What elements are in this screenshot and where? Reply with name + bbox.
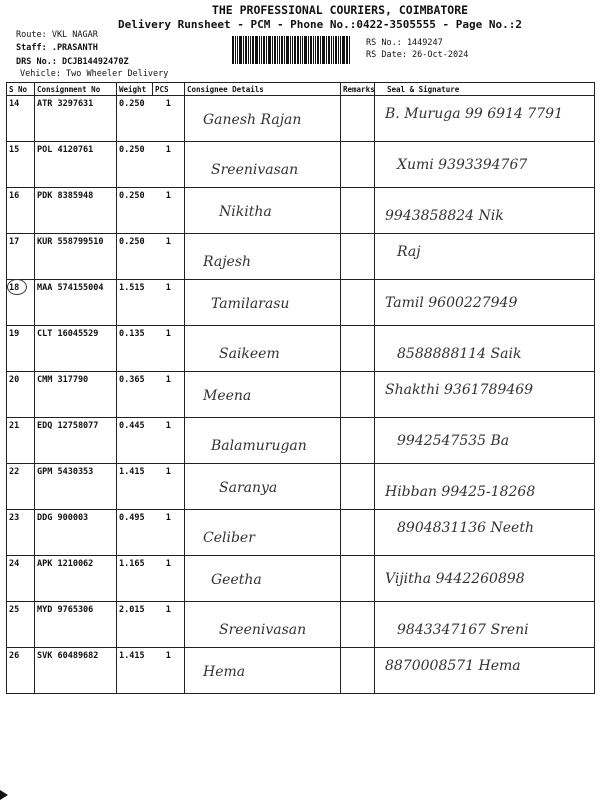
row-sno: 21: [7, 418, 35, 464]
row-sno: 22: [7, 464, 35, 510]
company-title: THE PROFESSIONAL COURIERS, COIMBATORE: [211, 3, 469, 17]
row-consignment: ATR 3297631: [35, 96, 117, 142]
signature-handwriting: Vijitha 9442260898: [385, 571, 525, 587]
barcode: [232, 36, 358, 64]
row-remarks: [341, 188, 375, 234]
runsheet-subtitle: Delivery Runsheet - PCM - Phone No.:0422-3505555 - Page No.:2: [118, 18, 522, 31]
row-consignment: SVK 60489682: [35, 648, 117, 694]
table-row: [7, 464, 595, 510]
row-consignment: APK 1210062: [35, 556, 117, 602]
signature-handwriting: Hibban 99425-18268: [385, 484, 536, 500]
signature-handwriting: 9843347167 Sreni: [397, 622, 529, 638]
row-weight: 1.515: [117, 280, 153, 326]
row-weight: 0.250: [117, 234, 153, 280]
table-row: [7, 510, 595, 556]
row-sno: 14: [7, 96, 35, 142]
signature-handwriting: 9943858824 Nik: [385, 208, 504, 224]
col-consignee: Consignee Details: [185, 83, 341, 96]
row-signature: [375, 326, 595, 372]
consignee-handwriting: Ganesh Rajan: [203, 112, 302, 128]
row-signature: [375, 648, 595, 694]
corner-arrow-icon: [0, 790, 8, 800]
table-header-row: [7, 83, 595, 96]
row-signature: [375, 372, 595, 418]
row-pcs: 1: [153, 142, 185, 188]
col-remarks: Remarks: [341, 83, 375, 96]
row-remarks: [341, 142, 375, 188]
row-consignee: [185, 556, 341, 602]
row-remarks: [341, 510, 375, 556]
row-consignment: EDQ 12758077: [35, 418, 117, 464]
signature-handwriting: B. Muruga 99 6914 7791: [385, 106, 563, 122]
row-weight: 0.250: [117, 96, 153, 142]
row-sno: 20: [7, 372, 35, 418]
row-consignment: DDG 900003: [35, 510, 117, 556]
row-consignee: [185, 648, 341, 694]
table-row: [7, 234, 595, 280]
signature-handwriting: Tamil 9600227949: [385, 295, 518, 311]
sno-circle-mark: [7, 279, 27, 295]
row-weight: 0.445: [117, 418, 153, 464]
consignee-handwriting: Nikitha: [219, 204, 272, 220]
row-weight: 1.415: [117, 648, 153, 694]
row-consignee: [185, 510, 341, 556]
rs-number: RS No.: 1449247: [366, 38, 443, 48]
row-remarks: [341, 602, 375, 648]
row-consignment: PDK 8385948: [35, 188, 117, 234]
row-consignee: [185, 234, 341, 280]
row-pcs: 1: [153, 556, 185, 602]
row-consignment: MYD 9765306: [35, 602, 117, 648]
row-weight: 1.415: [117, 464, 153, 510]
row-pcs: 1: [153, 280, 185, 326]
table-row: [7, 372, 595, 418]
row-pcs: 1: [153, 510, 185, 556]
row-consignment: GPM 5430353: [35, 464, 117, 510]
consignee-handwriting: Tamilarasu: [211, 296, 290, 312]
signature-handwriting: Xumi 9393394767: [397, 157, 528, 173]
row-consignment: KUR 558799510: [35, 234, 117, 280]
signature-handwriting: 8588888114 Saik: [397, 346, 522, 362]
row-pcs: 1: [153, 648, 185, 694]
row-signature: [375, 96, 595, 142]
row-signature: [375, 464, 595, 510]
table-row: [7, 326, 595, 372]
col-signature: Seal & Signature: [375, 83, 595, 96]
row-sno: 26: [7, 648, 35, 694]
row-consignment: CLT 16045529: [35, 326, 117, 372]
table-row: [7, 188, 595, 234]
staff-label: Staff: .PRASANTH: [16, 43, 98, 53]
consignee-handwriting: Rajesh: [203, 254, 252, 270]
row-sno: 16: [7, 188, 35, 234]
consignee-handwriting: Sreenivasan: [211, 162, 299, 178]
row-signature: [375, 556, 595, 602]
col-pcs: PCS: [153, 83, 185, 96]
table-row: [7, 280, 595, 326]
signature-handwriting: Raj: [397, 244, 421, 260]
row-consignee: [185, 188, 341, 234]
row-weight: 0.250: [117, 188, 153, 234]
row-signature: [375, 510, 595, 556]
row-remarks: [341, 464, 375, 510]
row-sno: 18: [7, 280, 35, 326]
row-pcs: 1: [153, 602, 185, 648]
row-pcs: 1: [153, 326, 185, 372]
row-weight: 1.165: [117, 556, 153, 602]
signature-handwriting: 8904831136 Neeth: [397, 520, 534, 536]
runsheet-table: [6, 82, 595, 694]
row-consignee: [185, 96, 341, 142]
row-signature: [375, 234, 595, 280]
row-remarks: [341, 372, 375, 418]
route-label: Route: VKL NAGAR: [16, 30, 98, 40]
row-pcs: 1: [153, 372, 185, 418]
row-sno: 25: [7, 602, 35, 648]
row-sno: 19: [7, 326, 35, 372]
table-row: [7, 142, 595, 188]
row-pcs: 1: [153, 418, 185, 464]
row-weight: 0.365: [117, 372, 153, 418]
row-weight: 0.250: [117, 142, 153, 188]
table-row: [7, 602, 595, 648]
row-consignee: [185, 602, 341, 648]
row-consignment: MAA 574155004: [35, 280, 117, 326]
row-consignee: [185, 142, 341, 188]
row-consignee: [185, 372, 341, 418]
row-pcs: 1: [153, 234, 185, 280]
row-remarks: [341, 648, 375, 694]
col-weight: Weight: [117, 83, 153, 96]
row-consignee: [185, 418, 341, 464]
row-consignment: POL 4120761: [35, 142, 117, 188]
row-remarks: [341, 418, 375, 464]
consignee-handwriting: Balamurugan: [211, 438, 307, 454]
signature-handwriting: Shakthi 9361789469: [385, 382, 534, 398]
vehicle-label: Vehicle: Two Wheeler Delivery: [20, 69, 169, 79]
row-sno: 23: [7, 510, 35, 556]
drs-number: DRS No.: DCJB14492470Z: [16, 57, 129, 67]
consignee-handwriting: Hema: [203, 664, 246, 680]
row-weight: 2.015: [117, 602, 153, 648]
table-row: [7, 648, 595, 694]
row-signature: [375, 418, 595, 464]
row-remarks: [341, 234, 375, 280]
row-pcs: 1: [153, 96, 185, 142]
row-consignment: CMM 317790: [35, 372, 117, 418]
consignee-handwriting: Sreenivasan: [219, 622, 307, 638]
row-remarks: [341, 326, 375, 372]
table-row: [7, 96, 595, 142]
row-remarks: [341, 96, 375, 142]
row-consignee: [185, 464, 341, 510]
row-sno: 17: [7, 234, 35, 280]
row-signature: [375, 188, 595, 234]
row-sno: 15: [7, 142, 35, 188]
signature-handwriting: 9942547535 Ba: [397, 433, 510, 449]
row-pcs: 1: [153, 188, 185, 234]
table-row: [7, 556, 595, 602]
row-consignee: [185, 280, 341, 326]
col-sno: S No: [7, 83, 35, 96]
consignee-handwriting: Saikeem: [219, 346, 280, 362]
row-pcs: 1: [153, 464, 185, 510]
consignee-handwriting: Geetha: [211, 572, 262, 588]
consignee-handwriting: Saranya: [219, 480, 278, 496]
col-consignment: Consignment No: [35, 83, 117, 96]
row-signature: [375, 280, 595, 326]
table-row: [7, 418, 595, 464]
row-weight: 0.135: [117, 326, 153, 372]
row-weight: 0.495: [117, 510, 153, 556]
row-signature: [375, 142, 595, 188]
row-signature: [375, 602, 595, 648]
row-consignee: [185, 326, 341, 372]
row-remarks: [341, 280, 375, 326]
signature-handwriting: 8870008571 Hema: [385, 658, 521, 674]
rs-date: RS Date: 26-Oct-2024: [366, 50, 469, 60]
row-remarks: [341, 556, 375, 602]
consignee-handwriting: Celiber: [203, 530, 255, 546]
consignee-handwriting: Meena: [203, 388, 252, 404]
row-sno: 24: [7, 556, 35, 602]
